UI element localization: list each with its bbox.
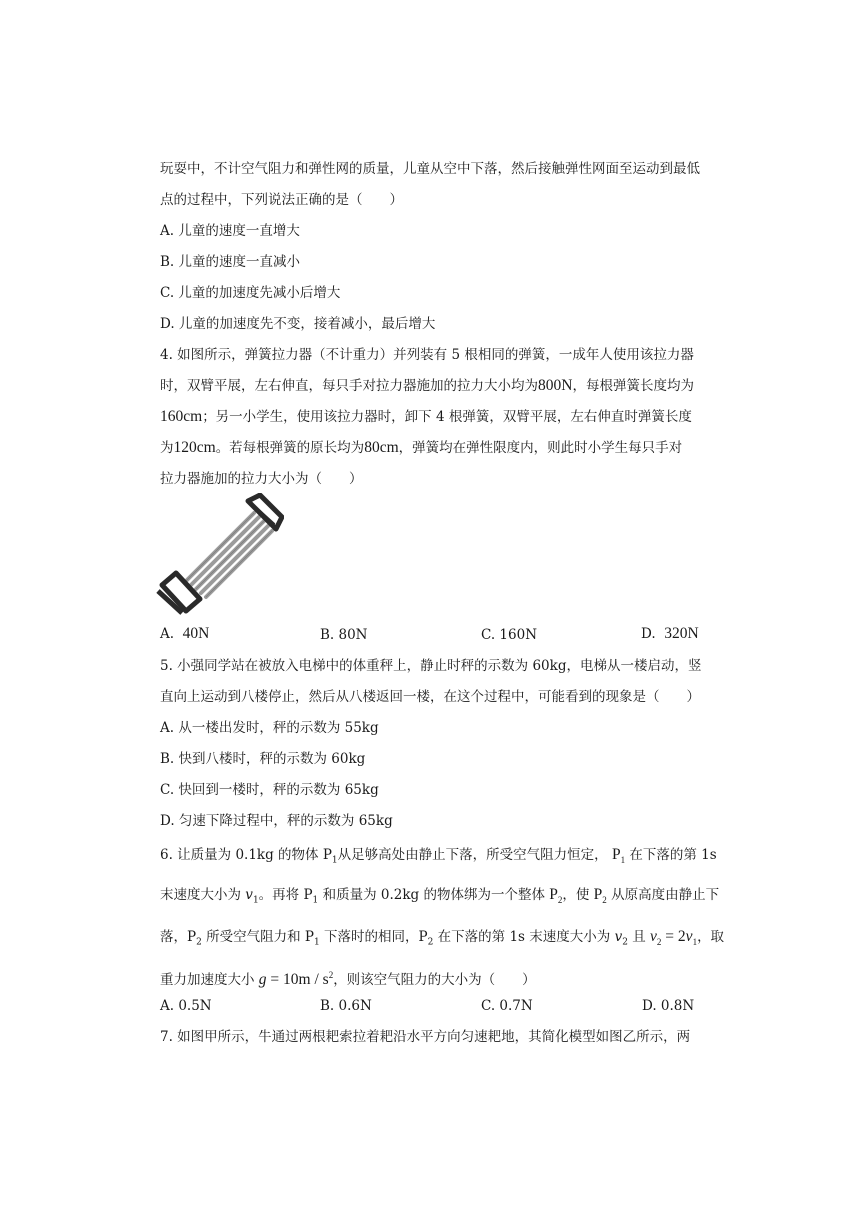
- q4-option-b: B. 80N: [320, 627, 368, 643]
- q6-text: ，取: [697, 929, 725, 945]
- q4-text: ，弹簧均在弹性限度内，则此时小学生每只手对: [398, 440, 683, 456]
- q4-option-a: [160, 625, 209, 643]
- q3-option-c: C. 儿童的加速度先减小后增大: [160, 285, 341, 301]
- q6-stem-line-4: 重力加速度大小 $g = 10m / s^2$，则该空气阻力的大小为（ ）: [160, 970, 536, 989]
- q4-stem-line-5: 拉力器施加的拉力大小为（ ）: [160, 471, 363, 487]
- q6-text: 。再将 P: [258, 887, 313, 903]
- q5-stem-line-1: 5. 小强同学站在被放入电梯中的体重秤上，静止时秤的示数为 60kg，电梯从一楼启动，竖: [160, 658, 702, 674]
- q6-text: 重力加速度大小: [160, 972, 255, 989]
- q6-option-b: B. 0.6N: [320, 998, 372, 1014]
- q6-option-d: D. 0.8N: [642, 998, 695, 1014]
- option-value: 320N: [664, 625, 699, 642]
- q3-option-b: B. 儿童的速度一直减小: [160, 254, 301, 270]
- q4-text: 。若每根弹簧的原长均为: [215, 440, 365, 456]
- q5-option-d: D. 匀速下降过程中，秤的示数为 65kg: [160, 813, 393, 829]
- q6-text: 6. 让质量为 0.1kg 的物体 P: [160, 847, 332, 863]
- q6-text: 从原高度由静止下: [611, 887, 720, 903]
- q4-stem-line-2: [160, 377, 694, 395]
- q4-option-c: C. 160N: [481, 627, 538, 643]
- q6-text: 在下落的第 1s 末速度大小为: [437, 929, 611, 945]
- q4-text: 时，双臂平展，左右伸直，每只手对拉力器施加的拉力大小均为: [160, 378, 538, 394]
- q5-option-a: A. 从一楼出发时，秤的示数为 55kg: [160, 720, 379, 736]
- left-handle: [158, 573, 200, 613]
- option-value: 40N: [182, 625, 210, 642]
- q6-text: 且: [632, 929, 646, 945]
- q6-option-c: C. 0.7N: [481, 998, 533, 1014]
- q6-text: 下落时的相同，P: [324, 929, 428, 945]
- q6-text: ，则该空气阻力的大小为（ ）: [333, 972, 536, 989]
- q5-stem-line-2: 直向上运动到八楼停止，然后从八楼返回一楼，在这个过程中，可能看到的现象是（ ）: [160, 689, 700, 705]
- q4-text: ；另一小学生，使用该拉力器时，卸下 4 根弹簧，双臂平展，左右伸直时弹簧长度: [202, 409, 692, 425]
- q4-length-value: 120cm: [173, 439, 216, 456]
- q4-text: ，每根弹簧长度均为: [572, 378, 694, 394]
- q6-stem-line-2: 末速度大小为 $v_1$。再将 $P_1$ 和质量为 0.2kg 的物体绑为一个整体 $P_2$，使 $P_2$ 从原高度由静止下: [160, 886, 720, 906]
- q3-stem-line-2: 点的过程中，下列说法正确的是（ ）: [160, 192, 403, 208]
- q3-stem-line-1: 玩耍中，不计空气阻力和弹性网的质量，儿童从空中下落，然后接触弹性网面至运动到最低: [160, 161, 700, 177]
- q5-option-c: C. 快回到一楼时，秤的示数为 65kg: [160, 782, 379, 798]
- q4-text: 为: [160, 440, 174, 456]
- spring-expander-figure: [156, 493, 284, 615]
- q3-option-d: D. 儿童的加速度先不变，接着减小，最后增大: [160, 316, 436, 332]
- q6-text: 在下落的第 1s: [629, 847, 717, 863]
- q6-option-a: A. 0.5N: [160, 998, 212, 1014]
- q6-text: 落，P: [160, 929, 197, 945]
- q4-option-d: [641, 625, 699, 643]
- q6-text: 从足够高处由静止下落，所受空气阻力恒定，: [337, 847, 608, 863]
- option-label: D.: [641, 626, 656, 642]
- option-label: A.: [160, 626, 175, 642]
- q7-stem-line-1: 7. 如图甲所示，牛通过两根耙索拉着耙沿水平方向匀速耙地，其简化模型如图乙所示，两: [160, 1029, 691, 1045]
- q4-force-value: 800N: [538, 377, 573, 394]
- q4-stem-line-4: [160, 439, 682, 457]
- q6-text: 所受空气阻力和 P: [206, 929, 314, 945]
- q4-stem-line-1: 4. 如图所示，弹簧拉力器（不计重力）并列装有 5 根相同的弹簧，一成年人使用该拉力器: [160, 347, 694, 363]
- q4-length-value: 160cm: [160, 408, 203, 425]
- q6-text: 末速度大小为: [160, 887, 241, 903]
- q6-stem-line-3: 落，$P_2$ 所受空气阻力和 $P_1$ 下落时的相同，$P_2$ 在下落的第 1s 末速度大小为 $v_2$ 且 $v_2 = 2v_1$，取: [160, 928, 725, 948]
- q4-stem-line-3: [160, 408, 692, 426]
- q5-option-b: B. 快到八楼时，秤的示数为 60kg: [160, 751, 366, 767]
- q4-original-length-value: 80cm: [364, 439, 399, 456]
- q3-option-a: A. 儿童的速度一直增大: [160, 223, 300, 239]
- q6-text: 和质量为 0.2kg 的物体绑为一个整体: [322, 887, 545, 903]
- q6-text: ，使: [562, 887, 590, 903]
- q6-stem-line-1: 6. 让质量为 0.1kg 的物体 $P_1$从足够高处由静止下落，所受空气阻力恒定， $P_1$ 在下落的第 1s: [160, 846, 717, 866]
